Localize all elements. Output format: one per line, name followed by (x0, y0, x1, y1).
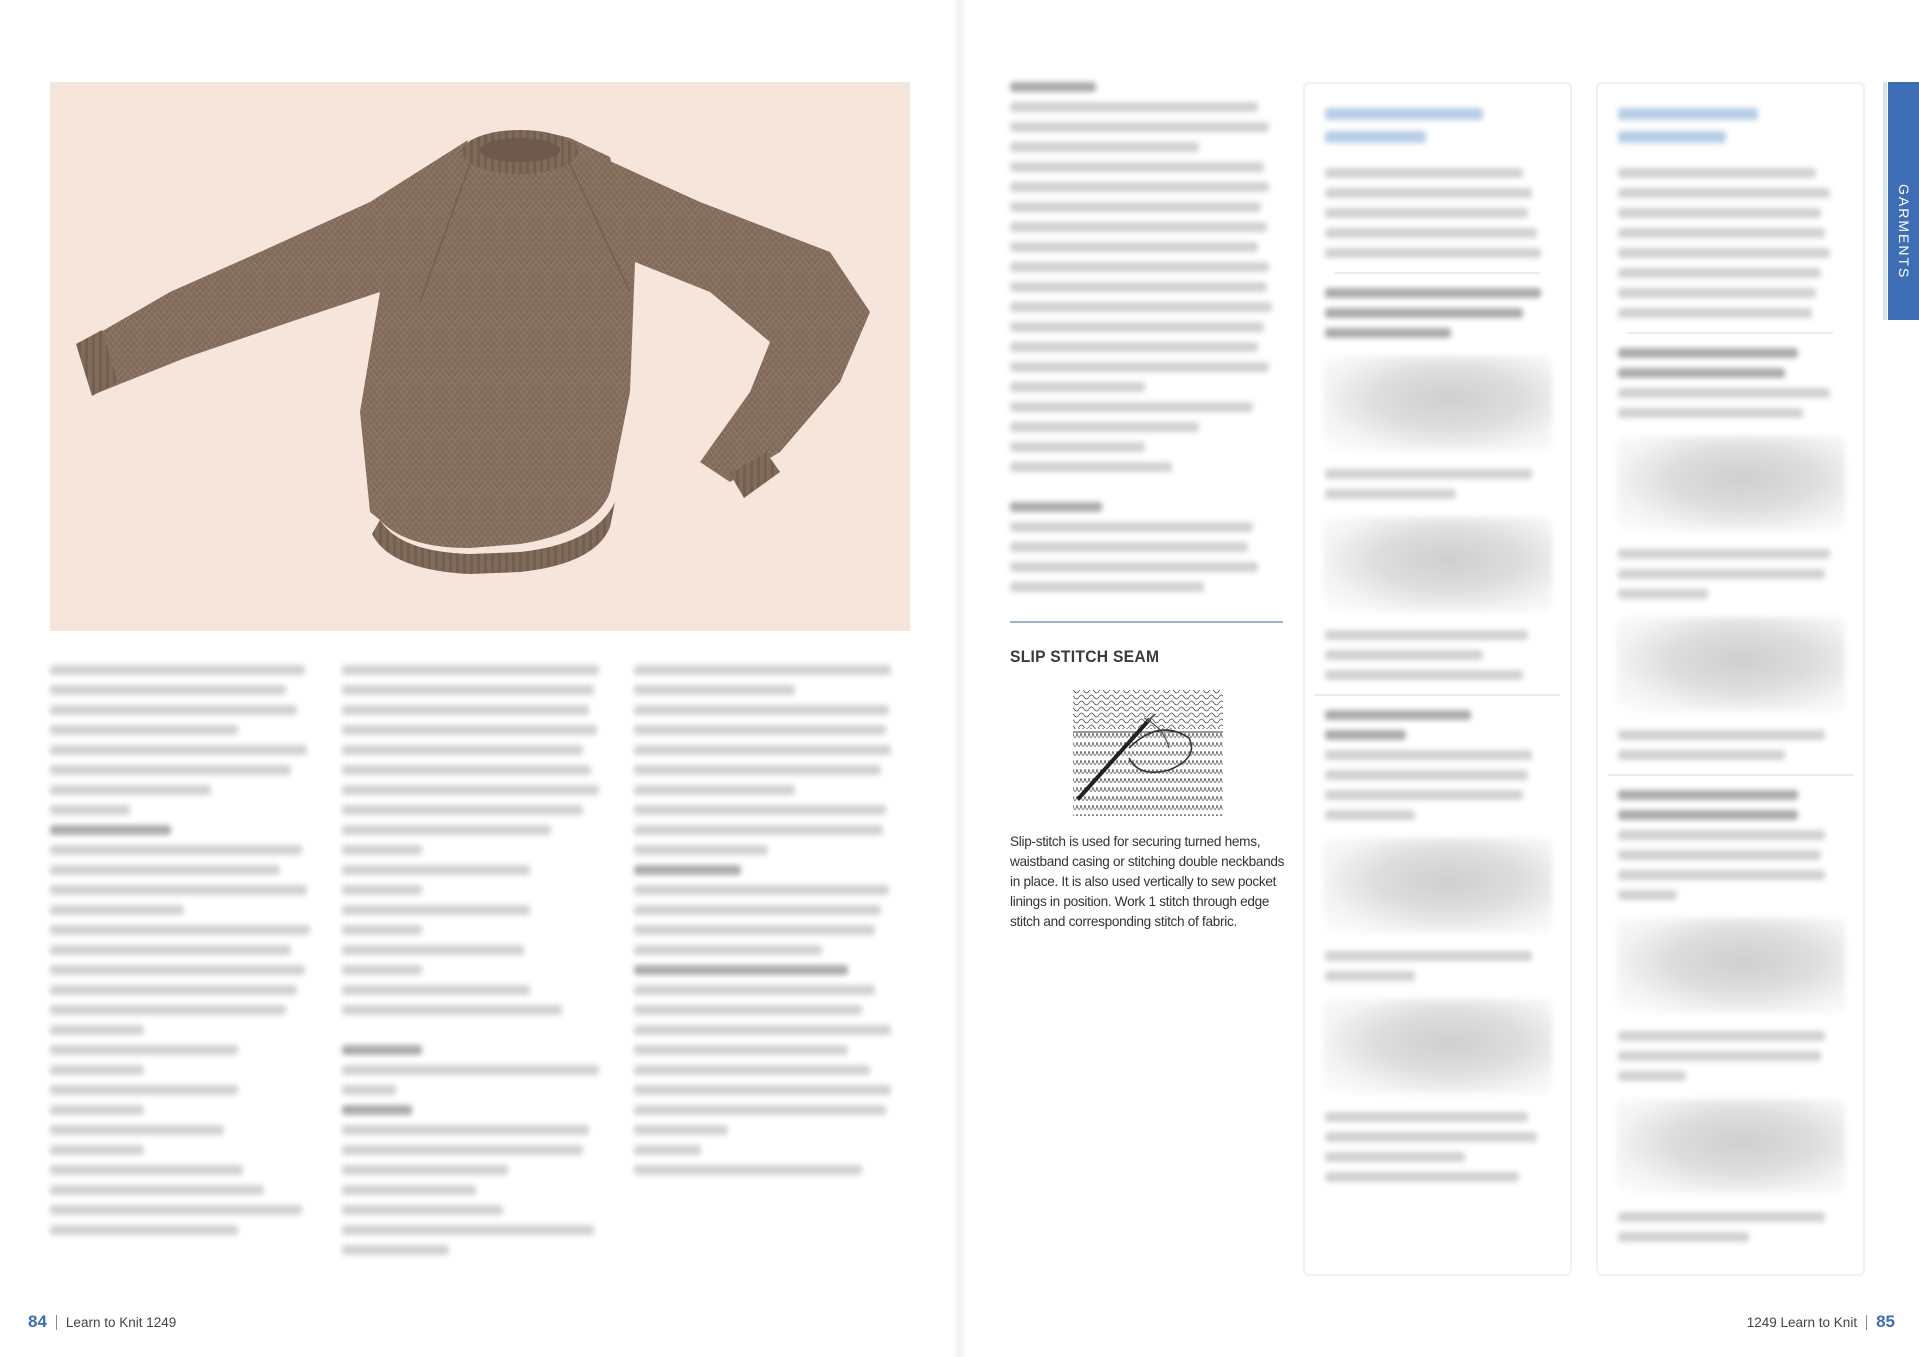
footer-right (1747, 1312, 1895, 1332)
sweater-photo (50, 82, 910, 631)
right-text-column (1010, 82, 1280, 602)
text-column-3 (634, 665, 902, 1185)
section-tab-label (1896, 184, 1912, 218)
footer-divider (56, 1315, 57, 1330)
book-title-left: Learn to Knit 1249 (65, 1314, 177, 1330)
book-title-right: 1249 Learn to Knit (1746, 1314, 1858, 1330)
technique-panel-2 (1596, 82, 1865, 1276)
slip-stitch-title: SLIP STITCH SEAM (1010, 647, 1160, 666)
footer-left (28, 1312, 176, 1332)
tab-strip (1883, 82, 1887, 320)
page-number-left: 84 (28, 1312, 47, 1331)
technique-panel-1 (1303, 82, 1572, 1276)
slip-stitch-description: Slip-stitch is used for securing turned hems, waistband casing or stitching double neckbands in place. It is also used vertically to sew pocket linings in position. Work 1 stitch through edge stitch and corresponding stitch of fabric. (1010, 834, 1285, 929)
text-column-2 (342, 665, 610, 1265)
footer-divider (1866, 1315, 1867, 1330)
slip-stitch-illustration (1069, 688, 1225, 818)
text-column-1 (50, 665, 318, 1245)
section-divider (1010, 621, 1283, 623)
page-number-right: 85 (1876, 1312, 1895, 1331)
page-gutter (952, 0, 966, 1357)
